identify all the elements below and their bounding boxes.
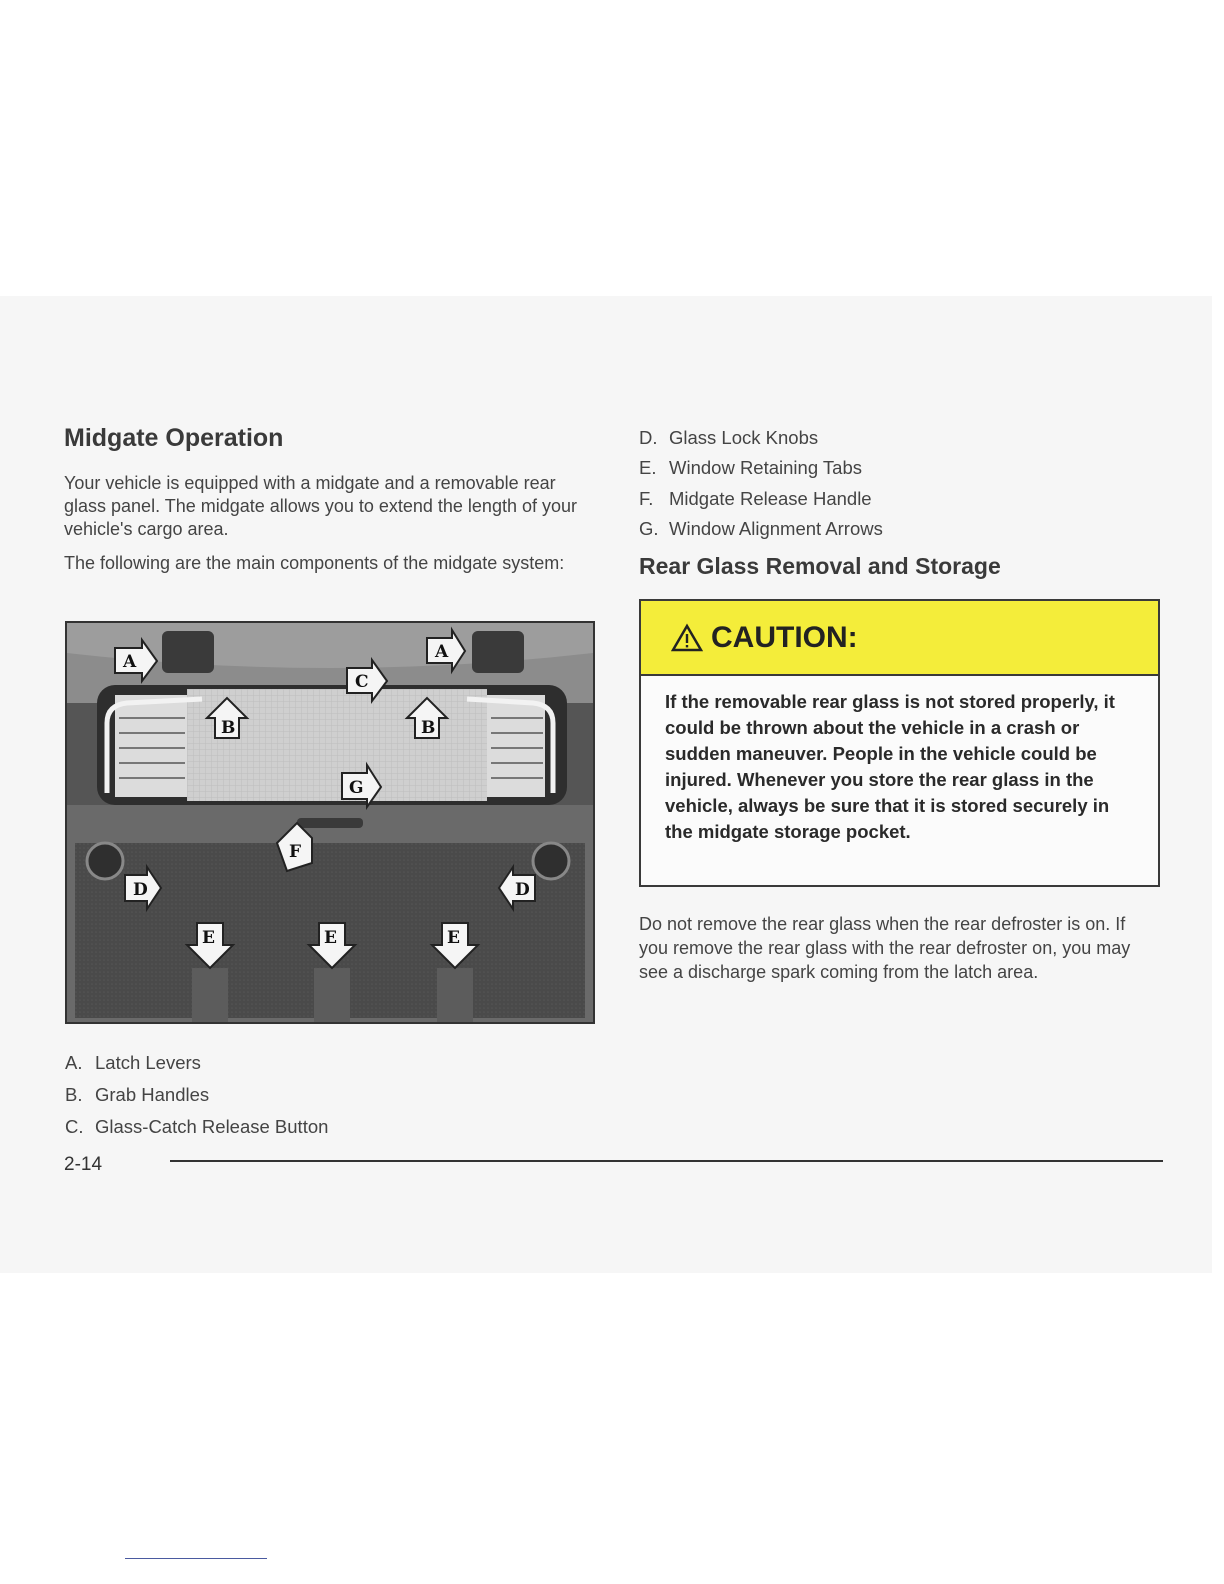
callout-label-e: E xyxy=(202,928,215,948)
list-text: Glass-Catch Release Button xyxy=(95,1116,329,1137)
list-key: F. xyxy=(639,488,654,509)
midgate-illustration xyxy=(67,623,593,1022)
callout-label-g: G xyxy=(349,778,364,798)
caution-text: If the removable rear glass is not stored properly, it could be thrown about the vehicle in a crash or sudden maneuver. People in the vehicle could be injured. Whenever you store the rear glass in the vehicle, always be sure that it is stored securely in the midgate storage pocket. xyxy=(665,691,1115,842)
midgate-figure xyxy=(65,621,595,1024)
bottom-underline xyxy=(125,1558,267,1559)
callout-label-a: A xyxy=(435,642,449,662)
list-key: A. xyxy=(65,1052,83,1073)
section-title-rear-glass: Rear Glass Removal and Storage xyxy=(639,553,1001,579)
list-item-a xyxy=(65,1052,201,1074)
footer-rule xyxy=(170,1160,1163,1162)
list-item-f xyxy=(639,488,872,510)
defroster-paragraph: Do not remove the rear glass when the rear defroster is on. If you remove the rear glass with the rear defroster on, you may see a discharge spark coming from the latch area. xyxy=(639,914,1131,982)
list-key: E. xyxy=(639,457,657,478)
callout-label-b: B xyxy=(221,718,236,738)
list-item-b xyxy=(65,1084,209,1106)
page-number: 2-14 xyxy=(64,1154,103,1175)
callout-label-a: A xyxy=(123,652,137,672)
caution-header xyxy=(641,601,1158,676)
list-item-c xyxy=(65,1116,328,1138)
list-text: Grab Handles xyxy=(95,1084,210,1105)
list-text: Latch Levers xyxy=(95,1052,201,1073)
callout-label-f: F xyxy=(289,842,302,862)
list-key: B. xyxy=(65,1084,83,1105)
components-intro-paragraph: The following are the main components of the midgate system: xyxy=(64,553,565,573)
caution-box xyxy=(639,599,1160,887)
callout-label-c: C xyxy=(355,672,369,692)
list-text: Window Alignment Arrows xyxy=(669,518,883,539)
list-item-d xyxy=(639,427,818,449)
list-text: Window Retaining Tabs xyxy=(669,457,862,478)
list-item-g xyxy=(639,518,883,540)
list-key: C. xyxy=(65,1116,84,1137)
list-key: D. xyxy=(639,427,658,448)
list-text: Midgate Release Handle xyxy=(669,488,872,509)
warning-triangle-icon xyxy=(671,623,703,653)
intro-paragraph: Your vehicle is equipped with a midgate and a removable rear glass panel. The midgate allows you to extend the length of your vehicle's cargo area. xyxy=(64,473,577,539)
list-text: Glass Lock Knobs xyxy=(669,427,819,448)
callout-label-b: B xyxy=(421,718,436,738)
caution-label: CAUTION: xyxy=(711,620,858,654)
callout-label-e: E xyxy=(324,928,337,948)
list-key: G. xyxy=(639,518,659,539)
callout-label-d: D xyxy=(133,880,148,900)
section-title-midgate-operation: Midgate Operation xyxy=(64,424,284,452)
list-item-e xyxy=(639,457,862,479)
callout-label-d: D xyxy=(515,880,530,900)
callout-label-e: E xyxy=(447,928,460,948)
